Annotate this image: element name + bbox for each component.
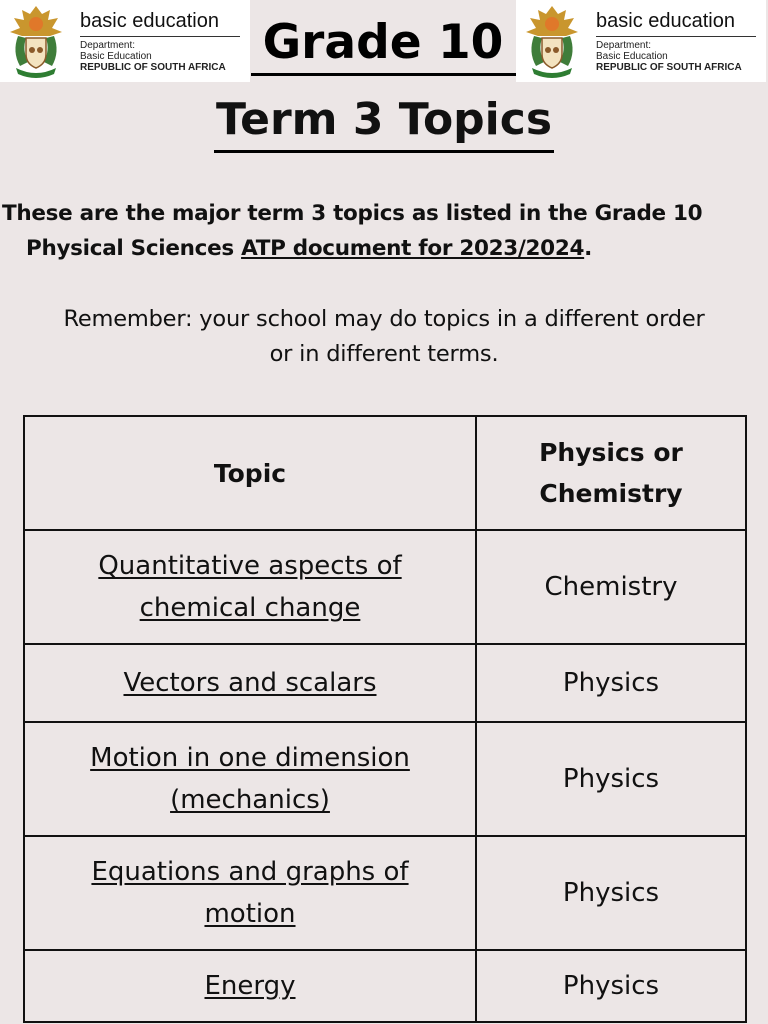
logo-department-label: Department: <box>80 40 136 51</box>
dbe-logo-left <box>0 0 250 82</box>
remember-line-1: Remember: your school may do topics in a different order <box>63 306 705 332</box>
intro-line-2-prefix: Physical Sciences <box>26 236 242 261</box>
topic-link[interactable]: Quantitative aspects of <box>98 551 402 581</box>
coat-of-arms-icon <box>520 2 584 80</box>
dbe-logo-right <box>516 0 766 82</box>
subject-cell: Physics <box>476 836 746 950</box>
table-row <box>24 950 746 1022</box>
remember-line-2: or in different terms. <box>269 341 499 367</box>
topics-table <box>23 415 747 1023</box>
topic-cell[interactable] <box>24 530 476 644</box>
grade-heading: Grade 10 <box>262 15 504 70</box>
table-row <box>24 836 746 950</box>
grade-underline <box>251 73 517 76</box>
topic-cell[interactable] <box>24 644 476 722</box>
logo-country: REPUBLIC OF SOUTH AFRICA <box>596 62 742 73</box>
logo-country: REPUBLIC OF SOUTH AFRICA <box>80 62 226 73</box>
logo-department-label: Department: <box>596 40 652 51</box>
table-row <box>24 722 746 836</box>
topic-cell[interactable] <box>24 836 476 950</box>
topic-link[interactable]: motion <box>204 899 296 929</box>
logo-title: basic education <box>596 10 735 32</box>
subject-cell: Physics <box>476 950 746 1022</box>
subject-cell: Physics <box>476 644 746 722</box>
logo-divider <box>596 36 756 37</box>
header-subject <box>476 416 746 530</box>
logo-department-name: Basic Education <box>80 51 152 62</box>
topic-cell[interactable] <box>24 722 476 836</box>
table-header-row <box>24 416 746 530</box>
intro-line-2 <box>2 231 766 266</box>
atp-document-link[interactable]: ATP document for 2023/2024 <box>241 236 585 261</box>
topic-link[interactable]: chemical change <box>139 593 361 623</box>
topic-link[interactable]: Vectors and scalars <box>123 668 377 698</box>
logo-department-name: Basic Education <box>596 51 668 62</box>
header-subject-line-2: Chemistry <box>539 479 683 508</box>
topic-link[interactable]: Equations and graphs of <box>91 857 409 887</box>
intro-line-1: These are the major term 3 topics as listed in the Grade 10 <box>2 201 703 226</box>
intro-paragraph <box>2 196 766 266</box>
topic-link[interactable]: Motion in one dimension <box>90 743 410 773</box>
intro-line-2-suffix: . <box>584 236 593 261</box>
topic-cell[interactable] <box>24 950 476 1022</box>
table-row <box>24 530 746 644</box>
remember-note <box>0 302 768 372</box>
subject-cell: Chemistry <box>476 530 746 644</box>
header-topic: Topic <box>24 416 476 530</box>
header-subject-line-1: Physics or <box>539 438 683 467</box>
topic-link[interactable]: Energy <box>204 971 296 1001</box>
page-title-text: Term 3 Topics <box>214 92 554 153</box>
logo-title: basic education <box>80 10 219 32</box>
topic-link[interactable]: (mechanics) <box>170 785 330 815</box>
subject-cell: Physics <box>476 722 746 836</box>
coat-of-arms-icon <box>4 2 68 80</box>
page-title <box>0 92 768 153</box>
header <box>0 0 768 82</box>
table-row <box>24 644 746 722</box>
logo-divider <box>80 36 240 37</box>
